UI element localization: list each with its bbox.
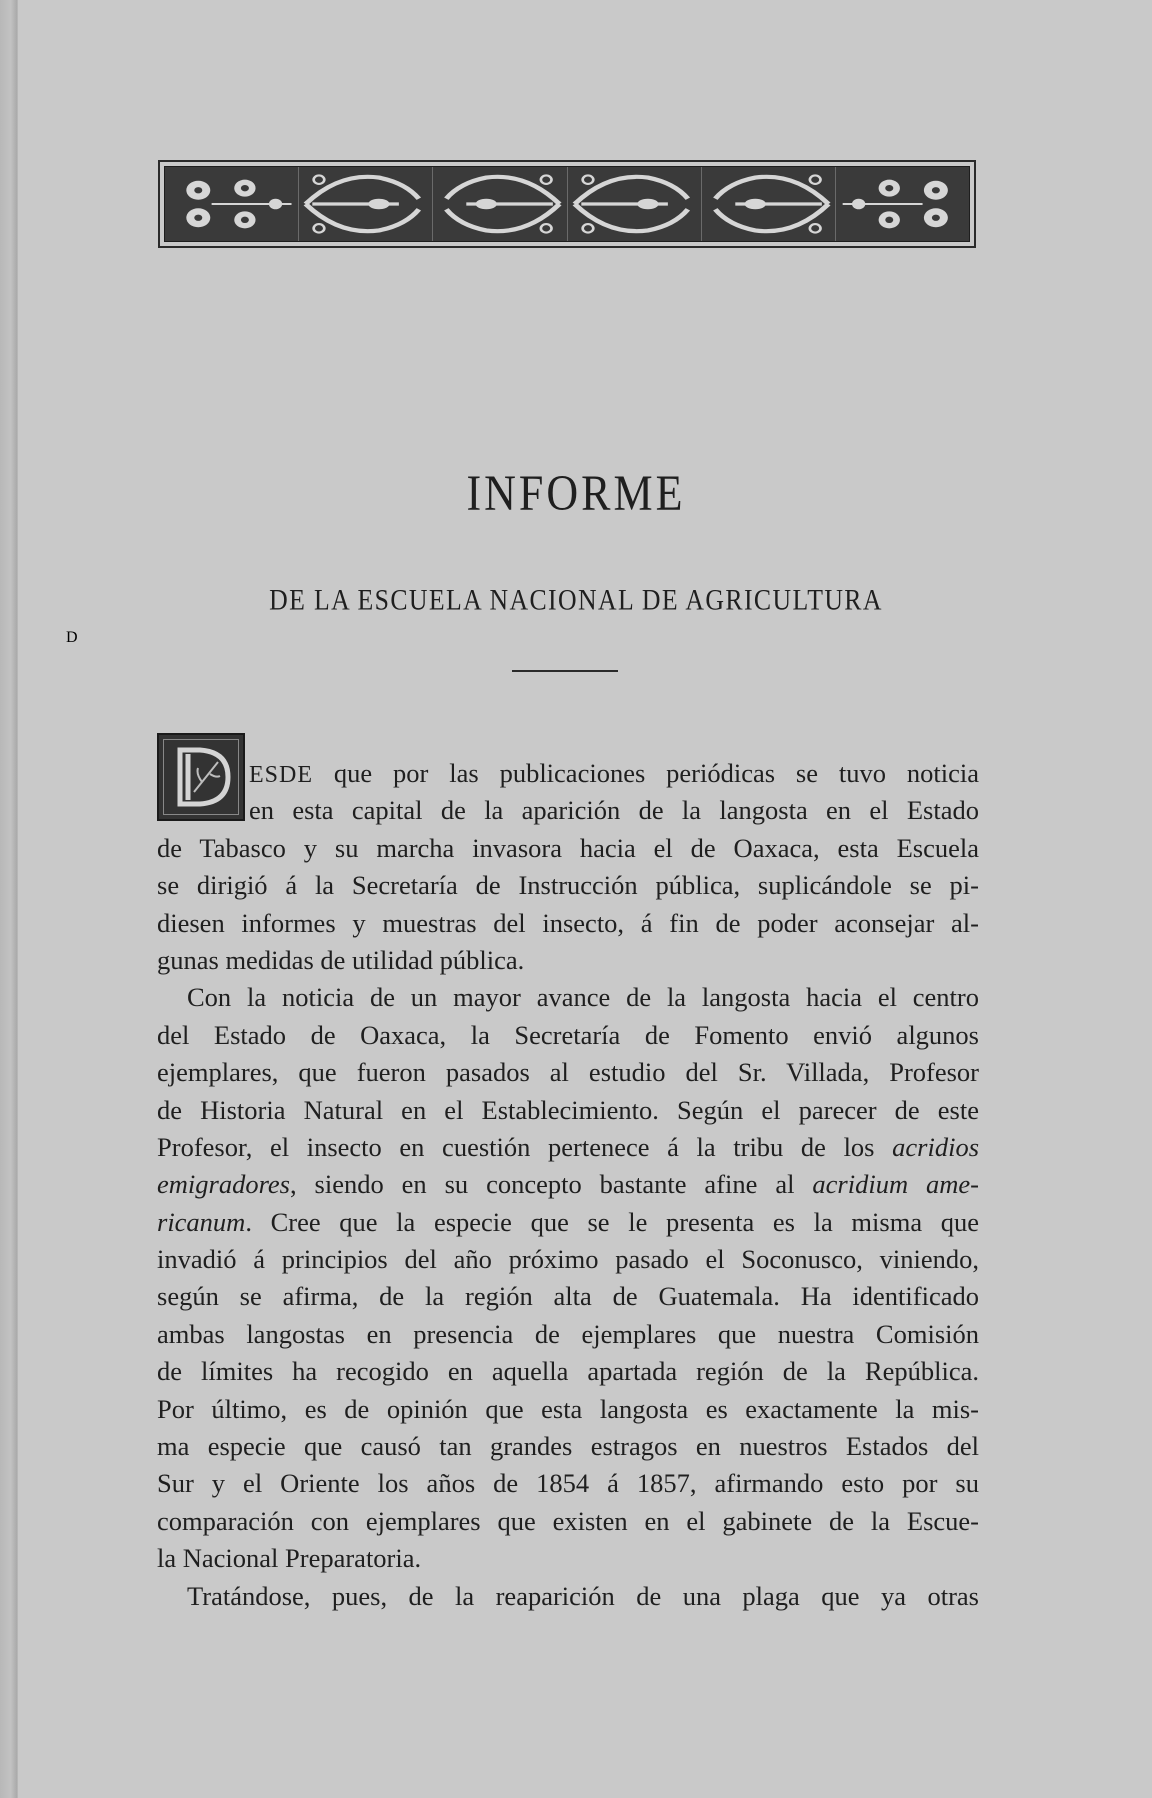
dropcap-continuation: ESDE xyxy=(249,762,313,788)
text-line: se dirigió á la Secretaría de Instrucción pública, suplicándole se pi- xyxy=(157,870,979,901)
text-line: gunas medidas de utilidad pública. xyxy=(157,944,525,975)
species-term: acridium ame- xyxy=(812,1169,979,1200)
text-line: de Historia Natural en el Establecimiento. Según el parecer de este xyxy=(157,1094,979,1125)
title-divider-rule xyxy=(512,670,618,672)
ornament-flower-cluster-icon xyxy=(165,167,299,241)
species-term: acridios xyxy=(892,1131,980,1162)
body-text xyxy=(157,755,979,1615)
document-subtitle: DE LA ESCUELA NACIONAL DE AGRICULTURA xyxy=(269,584,883,617)
text-line: ma especie que causó tan grandes estragos en nuestros Estados del xyxy=(157,1431,979,1462)
text-line: comparación con ejemplares que existen en el gabinete de la Escue- xyxy=(157,1505,979,1536)
ornamental-headpiece xyxy=(158,160,976,248)
ornament-scroll-icon xyxy=(568,167,702,241)
text-line: diesen informes y muestras del insecto, á fin de poder aconsejar al- xyxy=(157,907,979,938)
text-line: ESDE que por las publicaciones periódicas se tuvo noticia xyxy=(249,758,980,788)
dropcap-letter: D xyxy=(66,629,78,646)
text-line: Sur y el Oriente los años de 1854 á 1857, afirmando esto por su xyxy=(157,1468,979,1499)
text-line: la Nacional Preparatoria. xyxy=(157,1543,422,1574)
text-line: Con la noticia de un mayor avance de la langosta hacia el centro xyxy=(187,982,979,1013)
text-line: Por último, es de opinión que esta langosta es exactamente la mis- xyxy=(157,1393,979,1424)
ornamental-floral-border-icon xyxy=(164,166,970,242)
text-line: ricanum. Cree que la especie que se le presenta es la misma que xyxy=(157,1206,979,1237)
ornament-scroll-icon xyxy=(702,167,836,241)
text-line: de límites ha recogido en aquella apartada región de la República. xyxy=(157,1356,979,1387)
text-line: de Tabasco y su marcha invasora hacia el de Oaxaca, esta Escuela xyxy=(157,832,979,863)
species-term: emigradores xyxy=(157,1169,290,1200)
text-line: ambas langostas en presencia de ejemplares que nuestra Comisión xyxy=(157,1318,979,1349)
ornament-scroll-icon xyxy=(433,167,567,241)
text-line: Profesor, el insecto en cuestión pertenece á la tribu de los acridios xyxy=(157,1131,980,1162)
species-term: ricanum xyxy=(157,1206,246,1237)
text-line: del Estado de Oaxaca, la Secretaría de Fomento envió algunos xyxy=(157,1019,979,1050)
text-line: invadió á principios del año próximo pasado el Soconusco, viniendo, xyxy=(157,1244,979,1275)
book-spine-edge xyxy=(0,0,18,1798)
text-line: en esta capital de la aparición de la langosta en el Estado xyxy=(249,795,979,826)
text-line: Tratándose, pues, de la reaparición de una plaga que ya otras xyxy=(187,1580,979,1611)
text-line: ejemplares, que fueron pasados al estudio del Sr. Villada, Profesor xyxy=(157,1057,979,1088)
ornament-scroll-icon xyxy=(299,167,433,241)
document-title: INFORME xyxy=(466,465,686,522)
text-line: emigradores, siendo en su concepto bastante afine al acridium ame- xyxy=(157,1169,979,1200)
ornament-flower-cluster-icon xyxy=(836,167,969,241)
text-line: según se afirma, de la región alta de Guatemala. Ha identificado xyxy=(157,1281,979,1312)
